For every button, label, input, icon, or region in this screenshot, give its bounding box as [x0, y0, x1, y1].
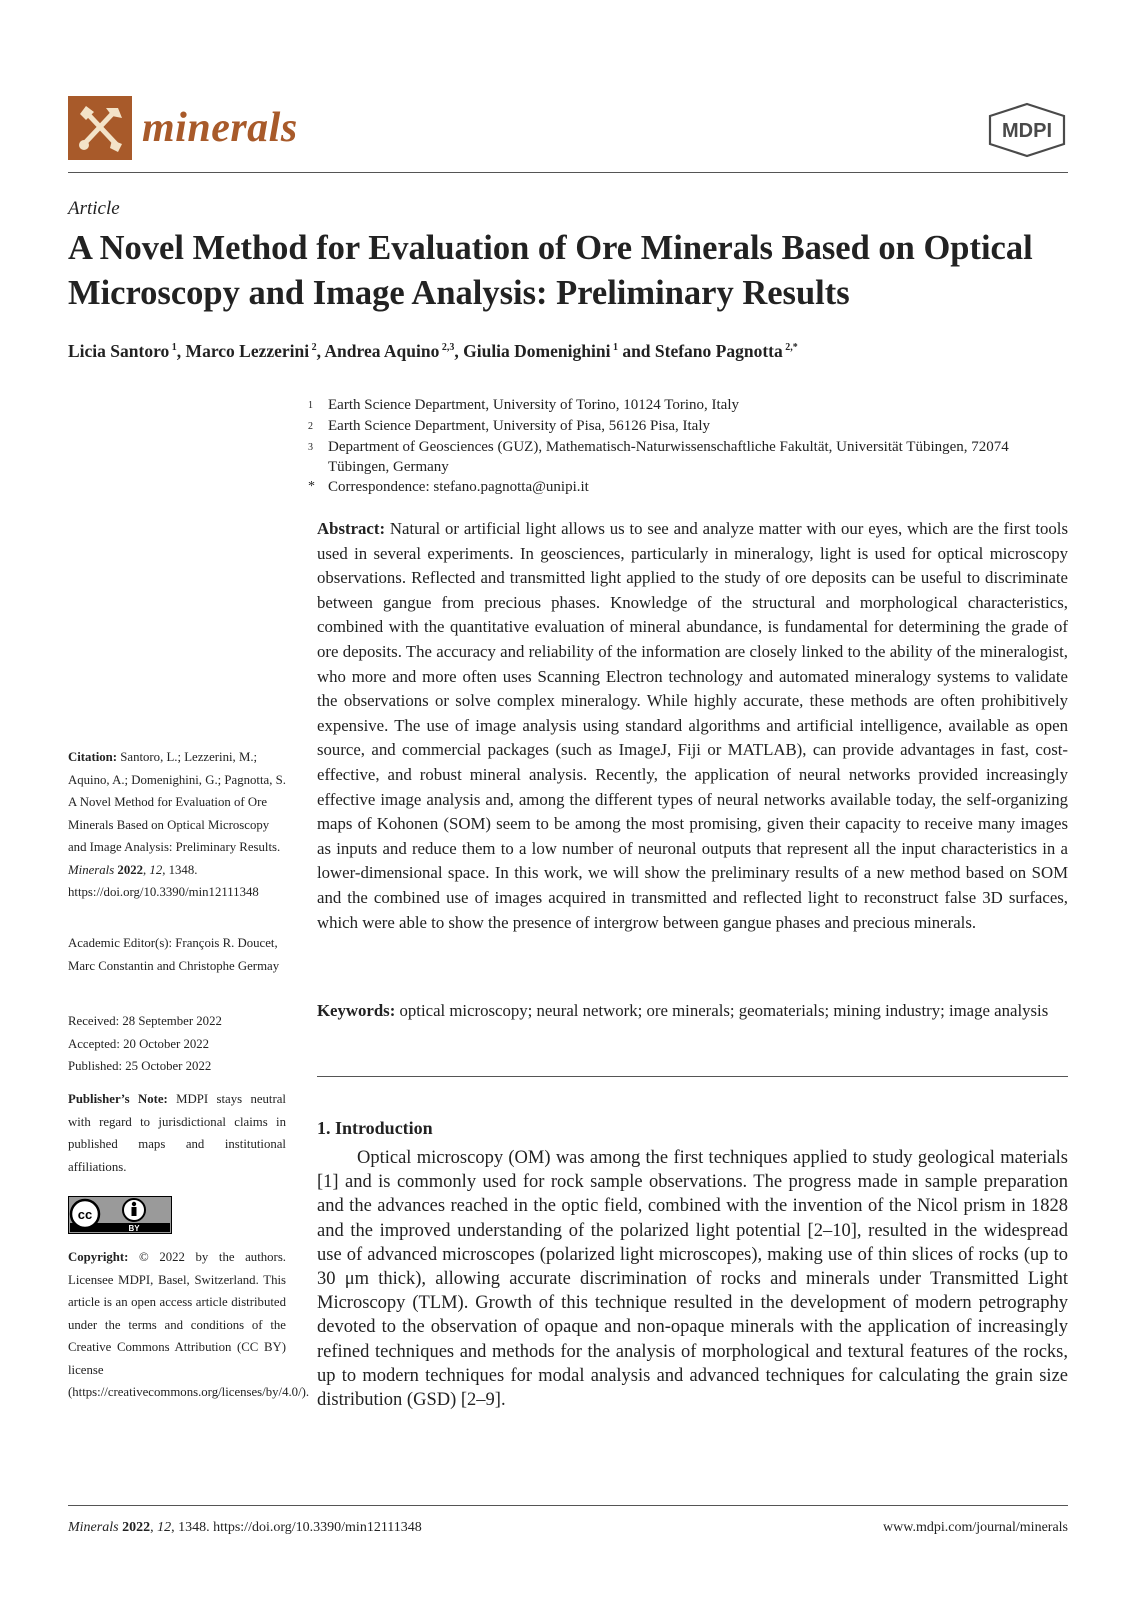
- cc-by-license-badge[interactable]: [68, 1196, 172, 1239]
- author-affiliation-marker: 1: [169, 342, 177, 354]
- cc-icon-glyph: cc: [77, 1207, 93, 1222]
- publication-dates: [68, 1010, 286, 1078]
- footer-citation: Minerals 2022, 12, 1348. https://doi.org/10.3390/min12111348: [68, 1520, 422, 1535]
- affiliation-text: Earth Science Department, University of Torino, 10124 Torino, Italy: [328, 397, 739, 413]
- author-affiliation-marker: 2,3: [439, 342, 455, 354]
- affiliation-marker: *: [308, 479, 315, 494]
- copyright-text: © 2022 by the authors. Licensee MDPI, Basel, Switzerland. This article is an open access article distributed under the terms and conditions of the Creative Commons Attribution (CC BY) license (https://creativecommons.org/licenses/by/4.0/).: [68, 1250, 310, 1399]
- copyright-block: [68, 1246, 310, 1404]
- author-separator: ,: [316, 341, 325, 361]
- footer-volume: 12: [157, 1520, 172, 1535]
- abstract: [317, 517, 1068, 935]
- publisher-note-text: MDPI stays neutral with regard to jurisdictional claims in published maps and institutional affiliations.: [68, 1092, 286, 1174]
- affiliation-text: Earth Science Department, University of Pisa, 56126 Pisa, Italy: [328, 418, 710, 434]
- article-title: A Novel Method for Evaluation of Ore Minerals Based on Optical Microscopy and Image Analysis: Preliminary Results: [68, 229, 1033, 312]
- author-separator: ,: [176, 341, 186, 361]
- received-date: Received: 28 September 2022: [68, 1014, 222, 1028]
- author-affiliation-marker: 2,*: [782, 342, 798, 354]
- author-name: Marco Lezzerini: [185, 341, 310, 361]
- citation-doi-link[interactable]: https://doi.org/10.3390/min12111348: [68, 885, 259, 899]
- affiliation-item: [308, 477, 1068, 497]
- section-divider: [317, 1076, 1068, 1077]
- journal-url-link[interactable]: www.mdpi.com/journal/minerals: [883, 1520, 1068, 1535]
- citation-volume: 12: [149, 862, 163, 877]
- citation-page: , 1348.: [162, 862, 198, 877]
- author-name: Stefano Pagnotta: [654, 341, 783, 361]
- journal-logo[interactable]: [68, 96, 298, 160]
- citation-text: Santoro, L.; Lezzerini, M.; Aquino, A.; Domenighini, G.; Pagnotta, S. A Novel Method for Evaluation of Ore Minerals Based on Optical Microscopy and Image Analysis: Preliminary Results.: [68, 750, 286, 854]
- affiliation-item: [308, 437, 1068, 477]
- affiliation-text[interactable]: Correspondence: stefano.pagnotta@unipi.it: [328, 479, 589, 495]
- academic-editor: Academic Editor(s): François R. Doucet, Marc Constantin and Christophe Germay: [68, 936, 280, 973]
- author-name: Giulia Domenighini: [463, 341, 611, 361]
- publisher-note: [68, 1088, 286, 1178]
- article-type: Article: [68, 198, 120, 219]
- keywords-text: optical microscopy; neural network; ore minerals; geomaterials; mining industry; image analysis: [399, 1001, 1049, 1020]
- footer-journal: Minerals: [68, 1520, 119, 1535]
- author-separator: ,: [454, 341, 464, 361]
- citation-label: Citation:: [68, 750, 118, 764]
- keywords-label: Keywords:: [317, 1001, 396, 1020]
- affiliations: [308, 395, 1068, 497]
- accepted-date: Accepted: 20 October 2022: [68, 1036, 210, 1051]
- affiliation-text: Department of Geosciences (GUZ), Mathematisch-Naturwissenschaftliche Fakultät, Universität Tübingen, 72074 Tübingen, Germany: [328, 439, 1009, 475]
- affiliation-item: [308, 395, 1068, 416]
- keywords: [317, 999, 1068, 1024]
- crossed-hammers-icon: [68, 96, 132, 160]
- affiliation-marker: 1: [308, 400, 313, 411]
- footer-rest[interactable]: , 1348. https://doi.org/10.3390/min12111348: [171, 1520, 422, 1535]
- affiliation-item: [308, 416, 1068, 437]
- author-affiliation-marker: 2: [309, 342, 317, 354]
- publisher-note-label: Publisher’s Note:: [68, 1092, 168, 1106]
- mdpi-logo[interactable]: [986, 102, 1068, 163]
- intro-paragraph: Optical microscopy (OM) was among the first techniques applied to study geological materials [1] and is commonly used for rock sample observations. The progress made in sample preparation and the advances reached in the optic field, combined with the invention of the Nicol prism in 1828 and the improved understanding of the polarized light potential [2–10], resulted in the widespread use of advanced microscopes (polarized light microscopes), making use of thin slices of rocks (up to 30 μm thick), allowing accurate discrimination of rocks and minerals under Transmitted Light Microscopy (TLM). Growth of this technique resulted in the development of modern petrography devoted to the observation of opaque and non-opaque minerals with the application of increasingly refined techniques and methods for the analysis of morphological and textural features of the rocks, up to modern techniques for modal analysis and advanced techniques for calculating the grain size distribution (GSD) [2–9].: [317, 1148, 1068, 1411]
- affiliation-marker: 2: [308, 421, 313, 432]
- affiliation-marker: 3: [308, 442, 313, 453]
- author-list: [68, 341, 1068, 362]
- citation-block: Citation: Santoro, L.; Lezzerini, M.; Aquino, A.; Domenighini, G.; Pagnotta, S. A Novel Method for Evaluation of Ore Minerals Based on Optical Microscopy and Image Analysis: Preliminary Results. Minerals 2022, 12, 1348. https://doi.org/10.3390/min12111348: [68, 750, 286, 899]
- author-name: Licia Santoro: [68, 341, 170, 361]
- abstract-text: Natural or artificial light allows us to see and analyze matter with our eyes, which are the first tools used in several experiments. In geosciences, particularly in mineralogy, light is used for optical microscopy observations. Reflected and transmitted light applied to the study of ore deposits can be useful to discriminate between gangue from precious phases. Knowledge of the structural and morphological characteristics, combined with the quantitative evaluation of mineral abundance, is fundamental for determining the grade of ore deposits. The accuracy and reliability of the information are closely linked to the ability of the mineralogist, who more and more often uses Scanning Electron technology and automated mineralogy systems to validate the observations or solve complex mineralogy. While highly accurate, these methods are often prohibitively expensive. The use of image analysis using standard algorithms and artificial intelligence, available as open source, and commercial packages (such as ImageJ, Fiji or MATLAB), can provide advantages in fast, cost-effective, and robust mineral analysis. Recently, the application of neural networks provided increasingly effective image analysis and, among the different types of neural networks available today, the self-organizing maps of Kohonen (SOM) seem to be among the most promising, given their capacity to receive many images as inputs and reduce them to a low number of neuronal outputs that represent all the input characteristics in a lower-dimensional space. In this work, we will show the preliminary results of a new method based on SOM and the combined use of images acquired in transmitted and reflected light to reconstruct false 3D surfaces, which were able to show the presence of intergrow between gangue phases and precious minerals.: [317, 519, 1068, 932]
- author-name: Andrea Aquino: [324, 341, 440, 361]
- published-date: Published: 25 October 2022: [68, 1059, 212, 1073]
- cc-by-label: BY: [128, 1224, 140, 1233]
- citation-journal: Minerals: [68, 862, 115, 877]
- author-separator: and: [617, 341, 655, 361]
- journal-name: minerals: [142, 105, 298, 151]
- mdpi-logo-text: MDPI: [1002, 120, 1052, 142]
- section-heading: 1. Introduction: [317, 1118, 433, 1138]
- header-divider: [68, 172, 1068, 173]
- author-affiliation-marker: 1: [610, 342, 618, 354]
- copyright-label: Copyright:: [68, 1250, 129, 1264]
- footer-divider: [68, 1505, 1068, 1506]
- abstract-label: Abstract:: [317, 519, 386, 538]
- footer-year: 2022: [122, 1520, 151, 1535]
- citation-year: 2022: [117, 862, 144, 877]
